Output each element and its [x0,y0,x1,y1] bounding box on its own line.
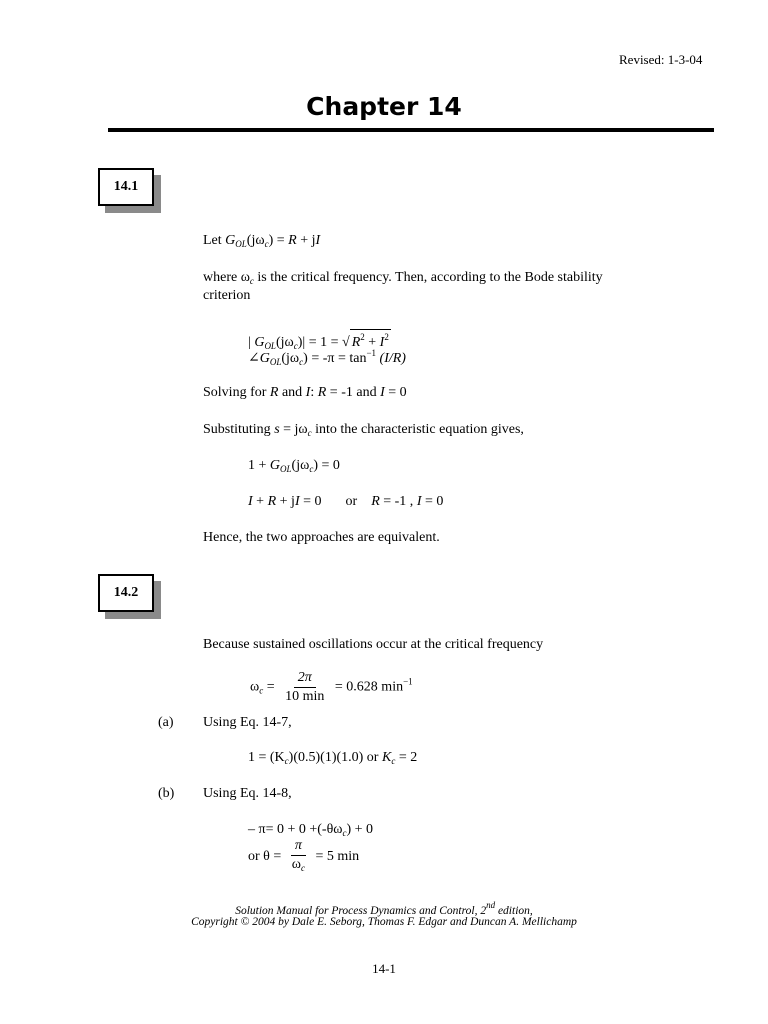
part-a-label: (a) [158,715,174,730]
conclusion-14-1: Hence, the two approaches are equivalent. [203,530,440,545]
where-line-1: where $\omega_c$ is the critical frequency. Then, according to the Bode stability [203,270,603,286]
part-a-text: Using Eq. 14-7, [203,715,292,730]
chapter-title: Chapter 14 [306,92,462,121]
footer-line-1: Solution Manual for Process Dynamics and Control, 2nd edition, [235,900,533,917]
problem-label-14-1: 14.1 [98,168,154,206]
sqrt-sign: √ [342,335,350,350]
characteristic-equation: $1 + G_{OL}(j\omega_c) = 0$ [248,458,340,474]
result-equation: I + R + jI = 0 or R = -1 , I = 0 [248,494,444,509]
substituting-line: Substituting $s = j\omega_c$ into the characteristic equation gives, [203,422,524,438]
part-b-text: Using Eq. 14-8, [203,786,292,801]
magnitude-equation: | $G_{OL}(j\omega_c)| = 1$ = √ $R^2 + I^2$ [248,329,391,351]
phase-equation: $\angle G_{OL}(j\omega_c) = -\pi = \tan^{-1} (I/R)$ [248,348,406,367]
let-statement: Let $G_{OL}(j\omega_c) = R$ + jI [203,233,321,249]
part-b-label: (b) [158,786,175,801]
theta-fraction: $\frac{\pi}{\omega_c}$ [291,838,305,873]
problem-label-14-2: 14.2 [98,574,154,612]
page-number: 14-1 [372,961,396,976]
sqrt-radicand: $R^2 + I^2$ [350,329,391,350]
where-line-2: criterion [203,288,251,303]
solving-line: Solving for R and I: R = -1 and I = 0 [203,385,407,400]
title-rule [108,128,714,132]
critical-frequency-equation: $\omega_c$ = $\frac{2\pi}{10 \min}$ = 0.628 $\min^{-1}$ [250,670,413,704]
intro-14-2: Because sustained oscillations occur at the critical frequency [203,637,544,652]
revised-date: Revised: 1-3-04 [619,52,703,67]
part-b-equation-2: or θ = $\frac{\pi}{\omega_c}$ = 5 min [248,838,359,876]
part-b-equation-1: – $\pi= 0 + 0 +(-\theta\omega_c) + 0$ [248,822,374,838]
frequency-fraction: $\frac{2\pi}{10 \min}$ [285,670,325,704]
part-a-equation: $1 = (K_c)(0.5)(1)(1.0)$ or $K_c = 2$ [248,750,418,766]
footer-line-2: Copyright © 2004 by Dale E. Seborg, Thomas F. Edgar and Duncan A. Mellichamp [191,916,577,928]
